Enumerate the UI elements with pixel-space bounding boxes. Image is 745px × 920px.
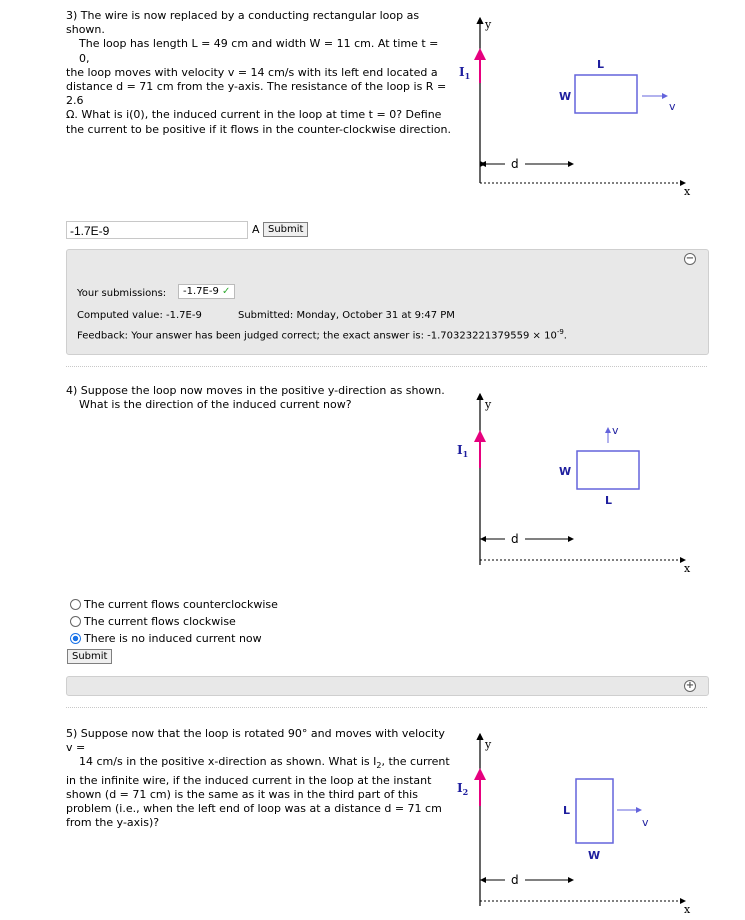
d-label: d xyxy=(511,157,519,171)
loop-rect xyxy=(575,75,637,113)
x-axis-label: x xyxy=(684,185,691,198)
q4-collapsed-panel[interactable] xyxy=(66,676,709,696)
q4-line: What is the direction of the induced current now? xyxy=(79,398,352,412)
question-4-text xyxy=(66,384,451,412)
q3-line: the current to be positive if it flows in the counter-clockwise direction. xyxy=(66,122,451,136)
svg-text:x: x xyxy=(684,903,691,916)
computed-value-row: Computed value: -1.7E-9 xyxy=(77,310,202,321)
q5-line: 5) Suppose now that the loop is rotated 90° and moves with velocity v = xyxy=(66,727,445,755)
option-no-current[interactable]: There is no induced current now xyxy=(70,632,262,645)
loop-L-label: L xyxy=(597,58,605,71)
radio-button[interactable] xyxy=(70,616,81,627)
q3-line: distance d = 71 cm from the y-axis. The resistance of the loop is R = 2.6 xyxy=(66,80,447,108)
svg-text:v: v xyxy=(612,424,619,437)
svg-text:d: d xyxy=(511,873,519,887)
svg-text:y: y xyxy=(485,738,492,751)
submission-value-text: -1.7E-9 xyxy=(183,286,219,297)
velocity-label: v xyxy=(669,100,676,113)
svg-text:W: W xyxy=(559,465,572,478)
option-counterclockwise[interactable]: The current flows counterclockwise xyxy=(70,598,278,611)
q4-line: 4) Suppose the loop now moves in the positive y-direction as shown. xyxy=(66,384,445,397)
svg-text:W: W xyxy=(588,849,601,862)
svg-text:x: x xyxy=(684,562,691,575)
q3-line: the loop moves with velocity v = 14 cm/s with its left end located a xyxy=(66,65,438,79)
check-icon: ✓ xyxy=(222,286,231,297)
loop-W-label: W xyxy=(559,90,572,103)
svg-text:d: d xyxy=(511,532,519,546)
q3-unit-label: A xyxy=(252,223,260,236)
plus-circle-icon[interactable]: + xyxy=(685,680,695,691)
q5-line: 14 cm/s in the positive x-direction as shown. What is $I_2$, the current xyxy=(79,755,450,771)
option-clockwise[interactable]: The current flows clockwise xyxy=(70,615,236,628)
radio-button[interactable] xyxy=(70,599,81,610)
q4-submit-button[interactable]: Submit xyxy=(67,649,112,664)
separator xyxy=(66,707,707,708)
svg-text:y: y xyxy=(485,398,492,411)
svg-text:v: v xyxy=(642,816,649,829)
submission-value xyxy=(178,284,235,299)
separator xyxy=(66,366,707,367)
figure-loop-rotated xyxy=(445,728,705,918)
question-3-text xyxy=(66,9,451,137)
q3-line: The loop has length L = 49 cm and width W = 11 cm. At time t = 0, xyxy=(79,37,439,65)
q3-answer-input[interactable]: -1.7E-9 xyxy=(66,221,248,239)
figure-loop-moving-x xyxy=(445,8,705,198)
current-label: $I_1$ xyxy=(459,65,471,81)
svg-text:I2: $I_2$ xyxy=(457,781,469,797)
question-5-text xyxy=(66,727,451,831)
figure-loop-moving-y xyxy=(445,390,705,580)
q3-submit-button[interactable]: Submit xyxy=(263,222,308,237)
submitted-row: Submitted: Monday, October 31 at 9:47 PM xyxy=(238,310,455,321)
svg-text:L: L xyxy=(563,804,571,817)
q5-line: from the y-axis)? xyxy=(66,816,160,830)
minus-circle-icon[interactable]: − xyxy=(685,253,695,264)
q3-line: Ω. What is i(0), the induced current in the loop at time t = 0? Define xyxy=(66,108,442,122)
radio-button-selected[interactable] xyxy=(70,633,81,644)
svg-text:L: L xyxy=(605,494,613,507)
y-axis-label: y xyxy=(485,18,492,31)
feedback-row: Feedback: Your answer has been judged correct; the exact answer is: $-1.70323221379559 \times 10^{-9}$. xyxy=(77,328,567,342)
submissions-label: Your submissions: xyxy=(77,288,167,299)
svg-text:I1: $I_1$ xyxy=(457,443,469,459)
q3-line: 3) The wire is now replaced by a conducting rectangular loop as shown. xyxy=(66,9,420,37)
q5-line: in the infinite wire, if the induced current in the loop at the instant xyxy=(66,773,432,787)
q5-line: problem (i.e., when the left end of loop was at a distance d = 71 cm xyxy=(66,802,442,816)
q5-line: shown (d = 71 cm) is the same as it was in the third part of this xyxy=(66,788,418,801)
